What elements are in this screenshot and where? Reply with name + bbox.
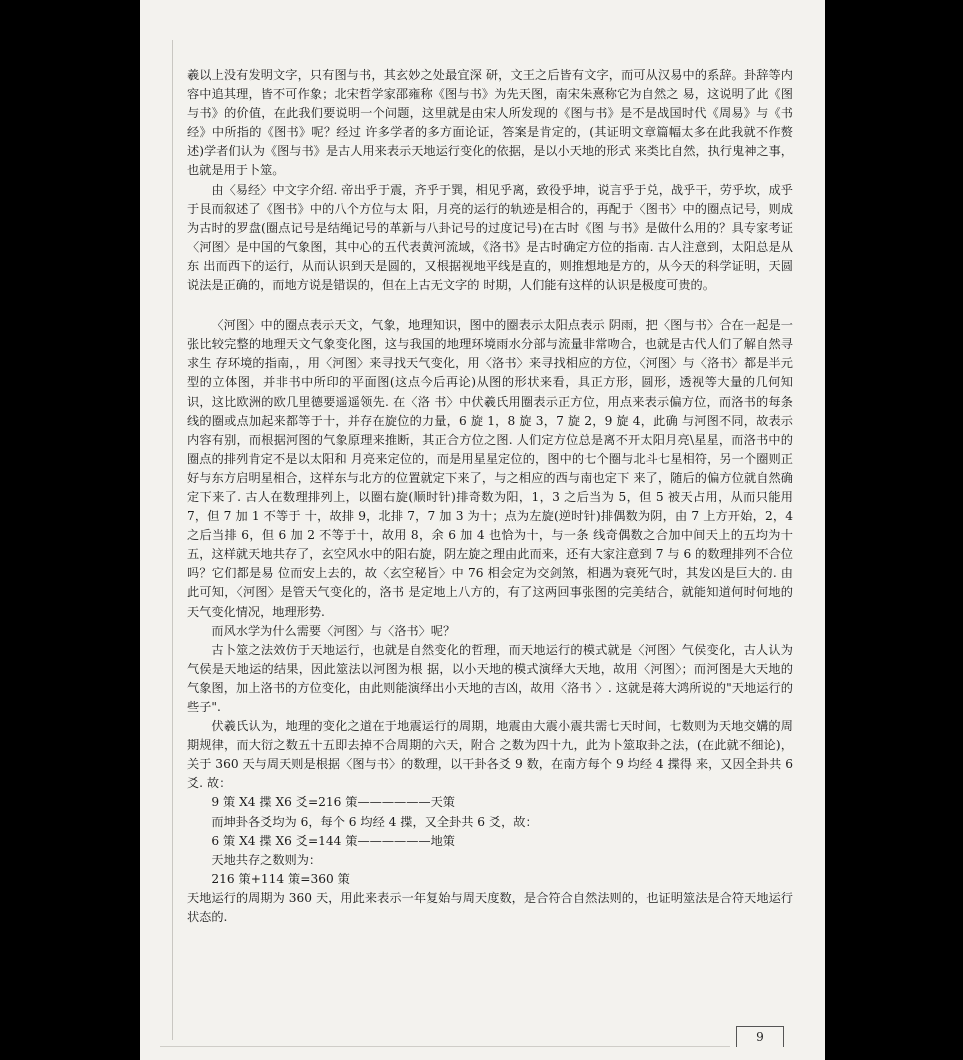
document-page xyxy=(140,0,825,1060)
paragraph: 伏羲氏认为，地理的变化之道在于地震运行的周期，地震由大震小震共需七天时间，七数则为天地交媾的周期规律，而大衍之数五十五即去掉不合周期的六天，附合 之数为四十九，此为卜筮取卦之法，(在此就不细论)，关于 360 天与周天则是根据〈图与书〉的数理，以干卦各爻 9 数，在南方每个 9 均经 4 揲得 来，又因全卦共 6 爻. 故： xyxy=(187,719,793,791)
bottom-rule xyxy=(160,1046,730,1047)
paragraph: 216 策+114 策=360 策 xyxy=(211,871,350,886)
paragraph: 古卜筮之法效仿于天地运行，也就是自然变化的哲理，而天地运行的模式就是〈河图〉气侯变化，古人认为气侯是天地运的结果，因此筮法以河图为根 据，以小天地的模式演绎大天地，故用〈河图〉；而河图是大天地的气象图，加上洛书的方位变化，由此则能演绎出小天地的吉凶，故用〈洛书 〉. 这就是蒋大鸿所说的"天地运行的些子". xyxy=(187,642,793,714)
paragraph: 天地运行的周期为 360 天，用此来表示一年复始与周天度数，是合符合自然法则的，也证明筮法是合符天地运行状态的. xyxy=(187,890,793,925)
paragraph: 9 策 X4 揲 X6 爻=216 策——————天策 xyxy=(211,795,455,810)
paragraph: 6 策 X4 揲 X6 爻=144 策——————地策 xyxy=(211,833,455,848)
paragraph: 而风水学为什么需要〈河图〉与〈洛书〉呢？ xyxy=(211,623,456,638)
paragraph: 羲以上没有发明文字，只有图与书，其玄妙之处最宜深 研，文王之后皆有文字，而可从汉易中的系辞。卦辞等内容中追其理，皆不可作象；北宋哲学家邵雍称《图与书》为先天图，南宋朱熹称它为自然之 易，这说明了此《图与书》的价值，在此我们要说明一个问题，这里就是由宋人所发现的《图与书》是不是战国时代《周易》与《书经》中所指的《图书》呢？经过 许多学者的多方面论证，答案是肯定的，(其证明文章篇幅太多在此我就不作赘述)学者们认为《图与书》是古人用来表示天地运行变化的依据，是以小天地的形式 来类比自然，执行鬼神之事，也就是用于卜筮。 xyxy=(187,68,793,178)
paragraph: 〈河图〉中的圈点表示天文，气象，地理知识，图中的圈表示太阳点表示 阴雨，把〈图与书〉合在一起是一张比较完整的地理天文气象变化图，这与我国的地理环境雨水分部与流量非常吻合，也就是古代人们了解自然寻求生 存环境的指南，，用〈河图〉来寻找天气变化，用〈洛书〉来寻找相应的方位，〈河图〉与〈洛书〉都是半元 型的立体图，并非书中所印的平面图(这点今后再论)从图的形状来看，具正方形，圆形，透视等大量的几何知识，这比欧洲的欧几里德要遥遥领先. 在〈洛 书〉中伏羲氏用圈表示正方位，用点来表示偏方位，而洛书的每条线的圈或点加起来都等于十，并存在旋位的力量，6 旋 1，8 旋 3，7 旋 2，9 旋 4，此确 与河图不同，故表示内容有别，而根据河图的气象原理来推断，其正合方位之图. 人们定方位总是离不开太阳月亮\星星，而洛书中的圈点的排列肯定不是以太阳和 月亮来定位的，而是用星星定位的，图中的七个圈与北斗七星相符，另一个圈则正好与东方启明星相合，这样东与北方的位置就定下来了，与之相应的西与南也定下 来了，随后的偏方位就自然确定下来了. 古人在数理排列上，以圈右旋(顺时针)排奇数为阳，1，3 之后当为 5，但 5 被天占用，从而只能用 7，但 7 加 1 不等于 十，故排 9，北排 7，7 加 3 为十；点为左旋(逆时针)排偶数为阴，由 7 上方开始，2，4 之后当排 6，但 6 加 2 不等于十，故用 8，余 6 加 4 也恰为十，与一条 线奇偶数之合加中间天上的五均为十五，这样就天地共存了，玄空风水中的阳右旋，阴左旋之理由此而来，还有大家注意到 7 与 6 的数理排列不合位吗？它们都是易 位而安上去的，故〈玄空秘旨〉中 76 相会定为交剑煞，相遇为衰死气时，其发凶是巨大的. 由此可知，〈河图〉是管天气变化的，洛书 是定地上八方的，有了这两回事张图的完美结合，就能知道何时何地的天气变化情况，地理形势. xyxy=(187,318,793,619)
page-number: 9 xyxy=(736,1026,784,1047)
paragraph: 由〈易经〉中文字介绍. 帝出乎于震，齐乎于巽，相见乎离，致役乎坤，说言乎于兑，战乎干，劳乎坎，成乎于艮而叙述了《图书》中的八个方位与太 阳，月亮的运行的轨迹是相合的，再配于〈图书〉中的圈点记号，则成为古时的罗盘(圈点记号是结绳记号的革新与八卦记号的过度记号)在古时《图 与书》是做什么用的？具专家考证〈河图〉是中国的气象图，其中心的五代表黄河流域，《洛书》是古时确定方位的指南. 古人注意到，太阳总是从东 出而西下的运行，从而认识到天是圆的，又根据视地平线是直的，则推想地是方的，从今天的科学证明，天圆说法是正确的，而地方说是错误的，但在上古无文字的 时期，人们能有这样的认识是极度可贵的。 xyxy=(187,182,793,293)
paragraph-gap xyxy=(187,295,793,316)
paragraph: 而坤卦各爻均为 6，每个 6 均经 4 揲，又全卦共 6 爻，故： xyxy=(211,814,538,829)
page-edge-line xyxy=(172,40,173,1040)
body-text xyxy=(187,66,793,927)
paragraph: 天地共存之数则为： xyxy=(211,852,322,867)
